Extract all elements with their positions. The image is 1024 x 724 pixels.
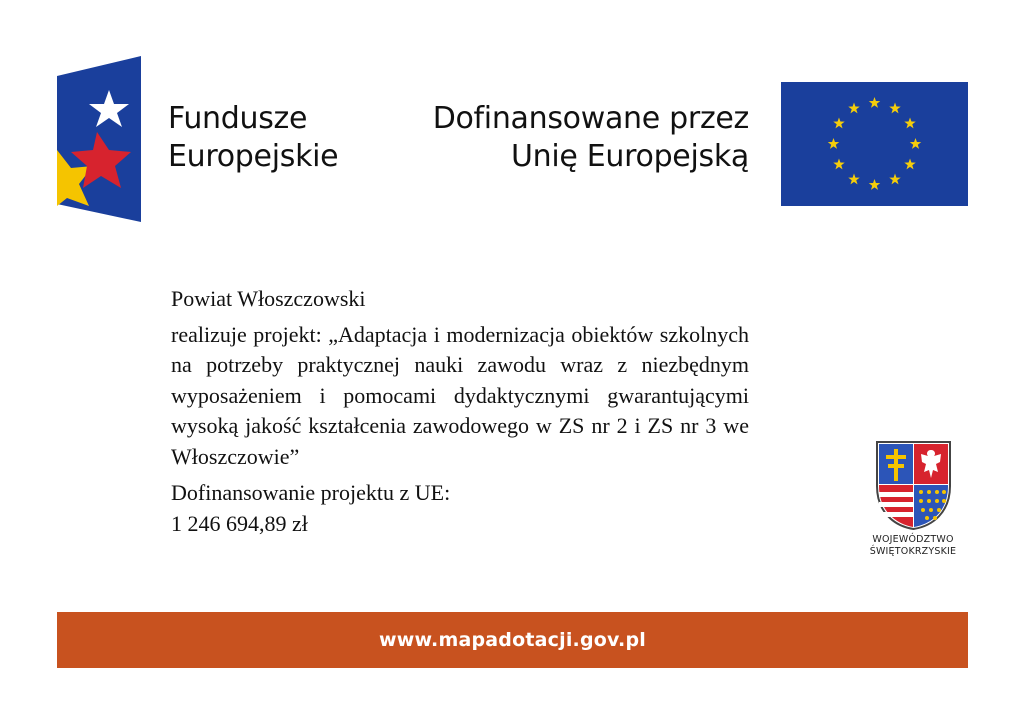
eu-line2: Unię Europejską <box>510 139 749 174</box>
region-name-line1: WOJEWÓDZTWO <box>872 534 954 545</box>
eu-flag-icon <box>781 82 968 206</box>
project-info <box>171 284 749 539</box>
funding-amount: 1 246 694,89 zł <box>171 510 308 536</box>
eu-line1: Dofinansowane przez <box>432 101 749 136</box>
funds-line2: Europejskie <box>168 139 339 174</box>
funds-line1: Fundusze <box>168 101 308 136</box>
swietokrzyskie-crest-icon <box>875 440 952 530</box>
fundusze-europejskie-stars-icon <box>57 56 141 222</box>
region-name-line2: ŚWIĘTOKRZYSKIE <box>869 546 957 557</box>
funding-label: Dofinansowanie projektu z UE: <box>171 480 451 505</box>
funds-wordmark <box>168 100 368 176</box>
footer-url-link[interactable]: www.mapadotacji.gov.pl <box>379 629 646 651</box>
footer-bar <box>57 612 968 668</box>
beneficiary-name: Powiat Włoszczowski <box>171 286 366 311</box>
eu-cofinanced-wordmark <box>369 100 749 176</box>
project-description: realizuje projekt: „Adaptacja i modernizacja obiektów szkolnych na potrzeby praktycznej nauki zawodu wraz z niezbędnym wyposażeniem i pomocami dydaktycznymi gwarantującymi wysoką jakość kształcenia zawodowego w ZS nr 2 i ZS nr 3 we Włoszczowie” <box>171 321 749 469</box>
region-name <box>848 534 978 558</box>
